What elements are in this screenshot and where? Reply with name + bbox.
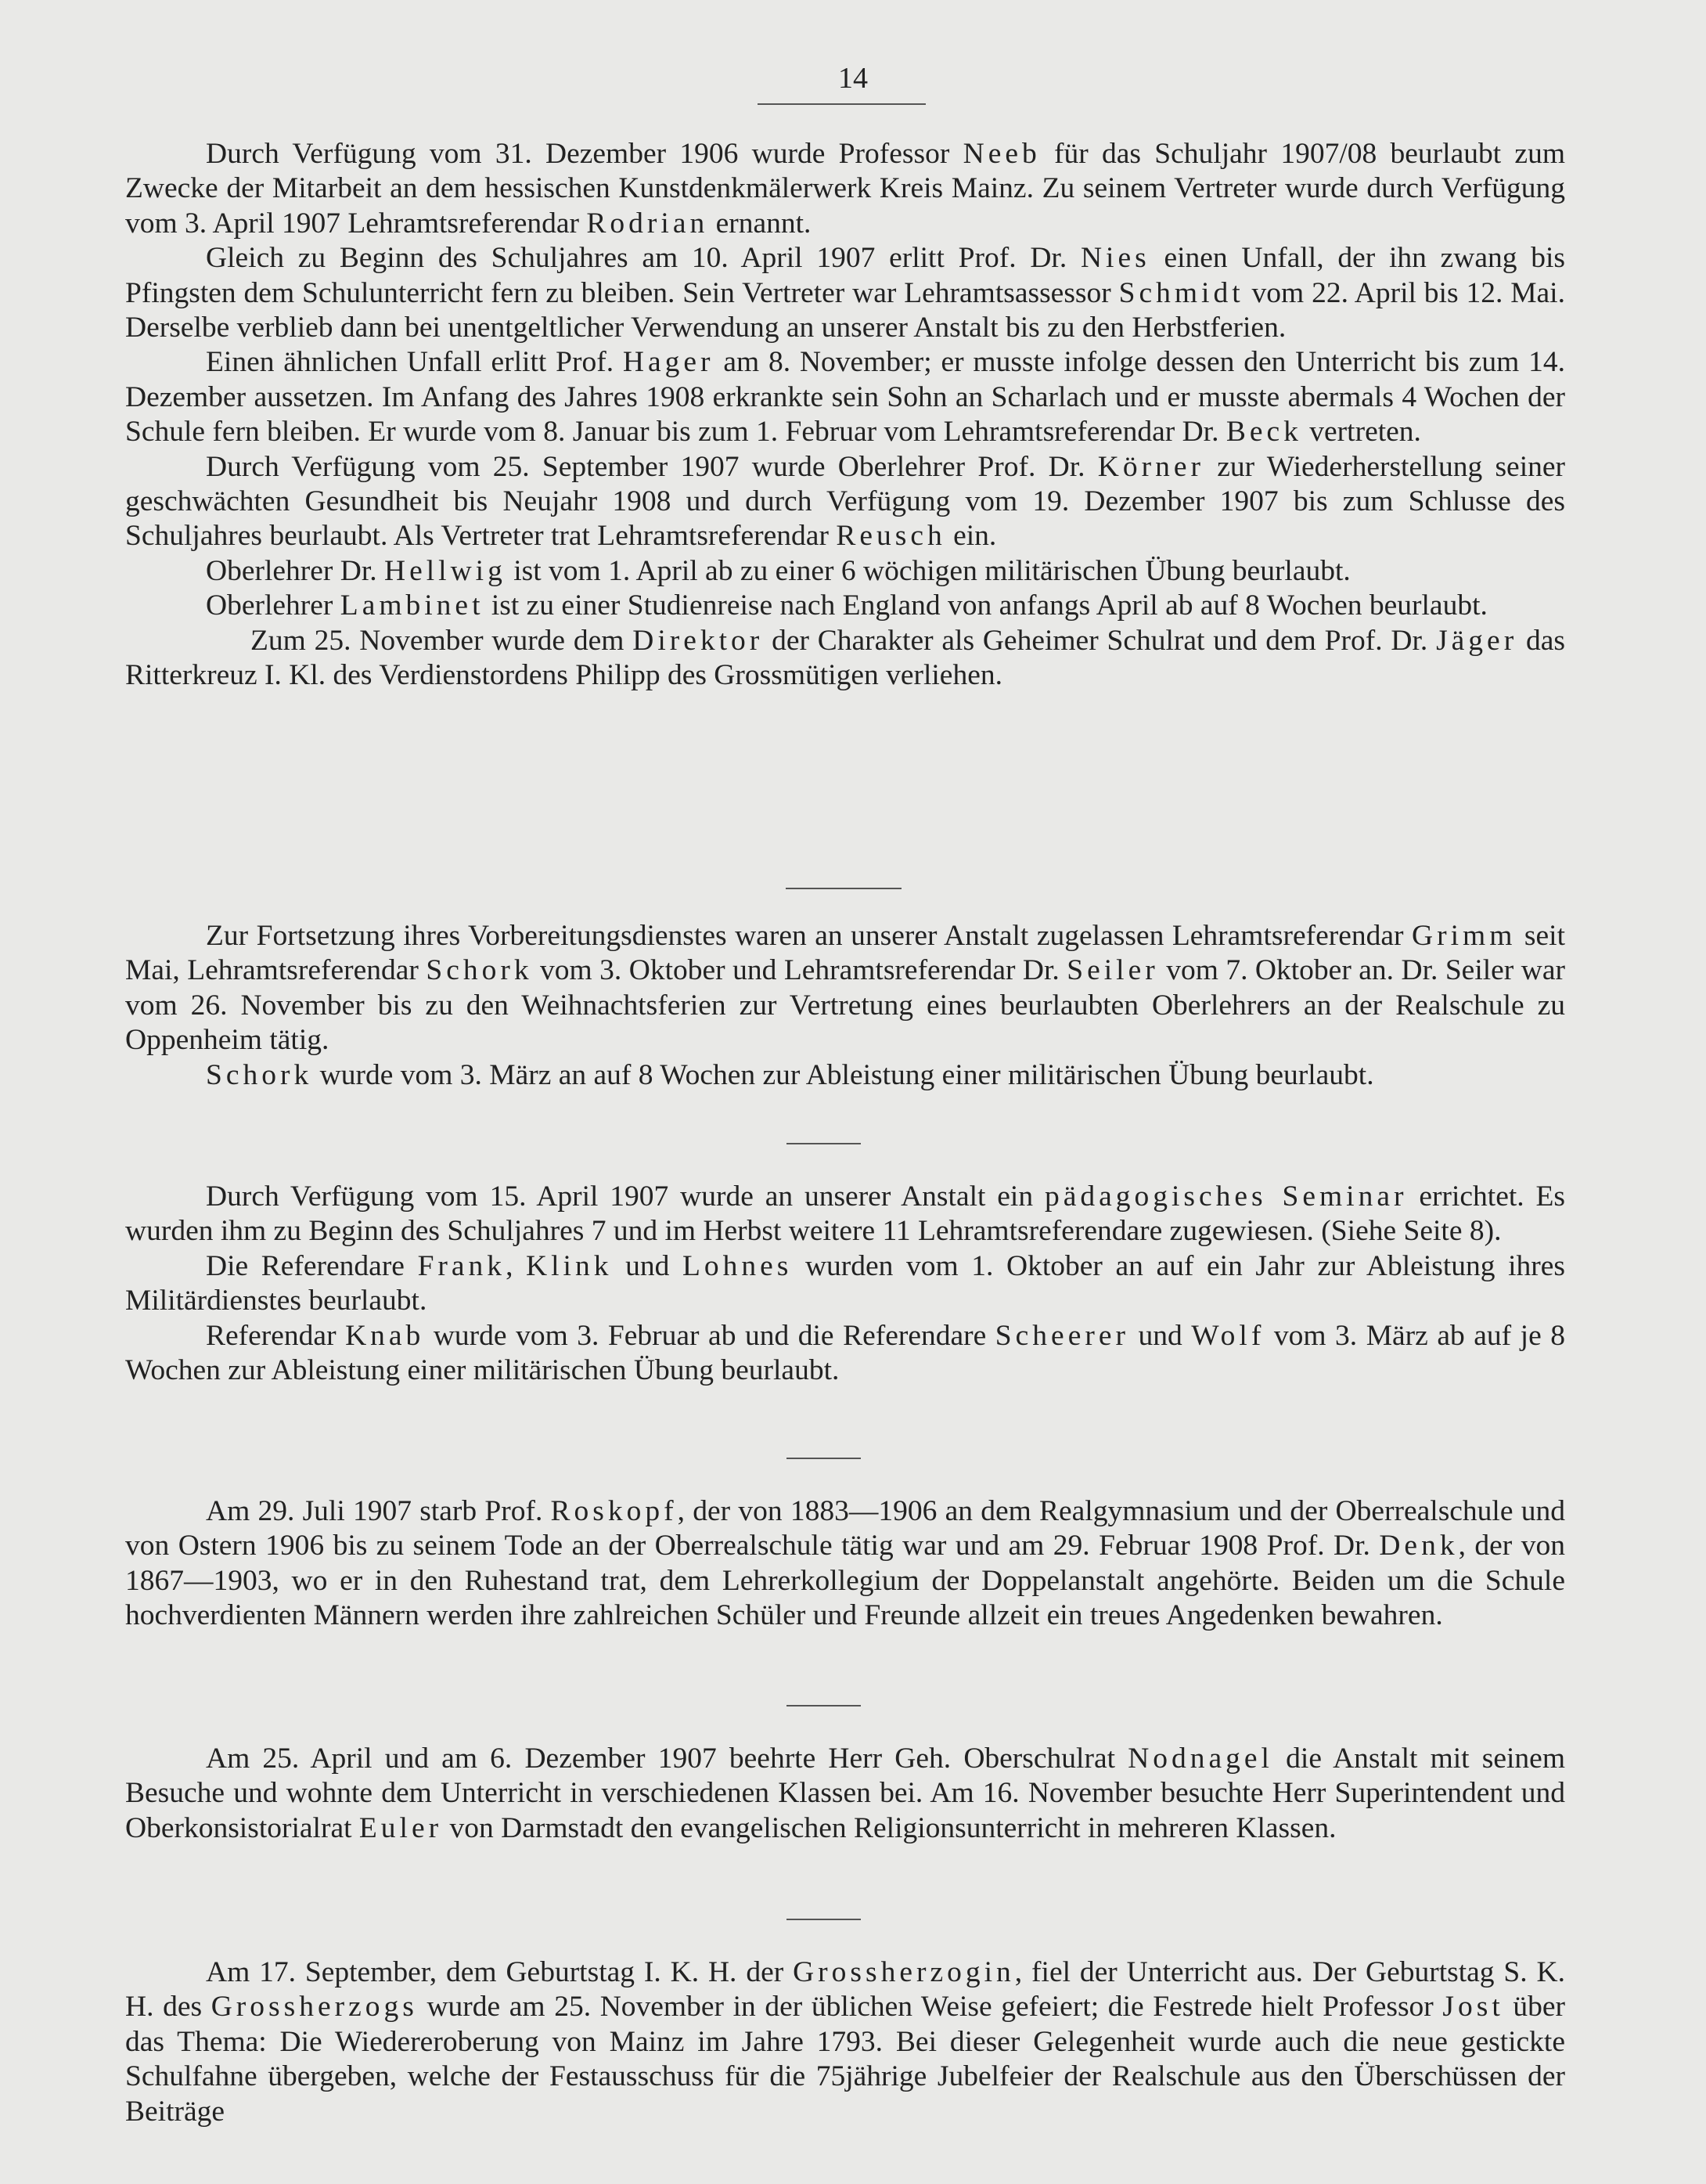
paragraph: Einen ähnlichen Unfall erlitt Prof. Hager am 8. November; er musste infolge dessen den Unterricht bis zum 14. Dezember aussetzen. Im Anfang des Jahres 1908 erkrankte sein Sohn an Scharlach und er musste abermals 4 Wochen der Schule fern bleiben. Er wurde vom 8. Januar bis zum 1. Februar vom Lehramtsreferendar Dr. Beck vertreten. (125, 346, 1565, 449)
section-celebrations (125, 1955, 1565, 2129)
section-separator (786, 1458, 861, 1459)
paragraph: Die Referendare Frank, Klink und Lohnes wurden vom 1. Oktober an auf ein Jahr zur Ableistung ihres Militärdienstes beurlaubt. (125, 1249, 1566, 1317)
paragraph: Schork wurde vom 3. März an auf 8 Wochen zur Ableistung einer militärischen Übung beurlaubt. (206, 1058, 1374, 1091)
section-separator (786, 1705, 861, 1706)
paragraph: Durch Verfügung vom 15. April 1907 wurde an unserer Anstalt ein pädagogisches Seminar errichtet. Es wurden ihm zu Beginn des Schuljahres 7 und im Herbst weitere 11 Lehramtsreferendare zugewiesen. (Siehe Seite 8). (125, 1180, 1565, 1248)
paragraph: Referendar Knab wurde vom 3. Februar ab und die Referendare Scheerer und Wolf vom 3. März ab auf je 8 Wochen zur Ableistung einer militärischen Übung beurlaubt. (125, 1319, 1565, 1387)
section-seminar (125, 1180, 1565, 1388)
header-rule (758, 103, 926, 105)
paragraph: Zum 25. November wurde dem Direktor der Charakter als Geheimer Schulrat und dem Prof. Dr. Jäger das Ritterkreuz I. Kl. des Verdienstordens Philipp des Grossmütigen verliehen. (125, 624, 1565, 692)
paragraph: Oberlehrer Dr. Hellwig ist vom 1. April ab zu einer 6 wöchigen militärischen Übung beurlaubt. (206, 554, 1351, 587)
paragraph: Durch Verfügung vom 31. Dezember 1906 wurde Professor Neeb für das Schuljahr 1907/08 beurlaubt zum Zwecke der Mitarbeit an dem hessischen Kunstdenkmälerwerk Kreis Mainz. Zu seinem Vertreter wurde durch Verfügung vom 3. April 1907 Lehramtsreferendar Rodrian ernannt. (125, 138, 1565, 240)
section-separator (786, 888, 902, 889)
paragraph: Oberlehrer Lambinet ist zu einer Studienreise nach England von anfangs April ab auf 8 Wochen beurlaubt. (206, 589, 1488, 622)
paragraph: Am 29. Juli 1907 starb Prof. Roskopf, der von 1883—1906 an dem Realgymnasium und der Oberrealschule und von Ostern 1906 bis zu seinem Tode an der Oberrealschule tätig war und am 29. Februar 1908 Prof. Dr. Denk, der von 1867—1903, wo er in den Ruhestand trat, dem Lehrerkollegium der Doppelanstalt angehörte. Beiden um die Schule hochverdienten Männern werden ihre zahlreichen Schüler und Freunde allzeit ein treues Angedenken bewahren. (125, 1495, 1565, 1632)
section-separator (786, 1143, 861, 1144)
paragraph: Am 17. September, dem Geburtstag I. K. H. der Grossherzogin, fiel der Unterricht aus. Der Geburtstag S. K. H. des Grossherzogs wurde am 25. November in der üblichen Weise gefeiert; die Festrede hielt Professor Jost über das Thema: Die Wiedereroberung von Mainz im Jahre 1793. Bei dieser Gelegenheit wurde auch die neue gestickte Schulfahne übergeben, welche der Festausschuss für die 75jährige Jubelfeier der Realschule aus den Überschüssen der Beiträge (125, 1956, 1566, 2128)
section-obituaries (125, 1494, 1565, 1634)
page-number: 14 (838, 62, 868, 95)
paragraph: Durch Verfügung vom 25. September 1907 wurde Oberlehrer Prof. Dr. Körner zur Wiederherstellung seiner geschwächten Gesundheit bis Neujahr 1908 und durch Verfügung vom 19. Dezember 1907 bis zum Schlusse des Schuljahres beurlaubt. Als Vertreter trat Lehramtsreferendar Reusch ein. (125, 450, 1565, 553)
section-referendare (125, 919, 1565, 1093)
section-visits (125, 1742, 1565, 1846)
paragraph: Am 25. April und am 6. Dezember 1907 beehrte Herr Geh. Oberschulrat Nodnagel die Anstalt mit seinem Besuche und wohnte dem Unterricht in verschiedenen Klassen bei. Am 16. November besuchte Herr Superintendent und Oberkonsistorialrat Euler von Darmstadt den evangelischen Religionsunterricht in mehreren Klassen. (125, 1743, 1565, 1844)
section-separator (786, 1919, 861, 1920)
paragraph: Zur Fortsetzung ihres Vorbereitungsdienstes waren an unserer Anstalt zugelassen Lehramtsreferendar Grimm seit Mai, Lehramtsreferendar Schork vom 3. Oktober und Lehramtsreferendar Dr. Seiler vom 7. Oktober an. Dr. Seiler war vom 26. November bis zu den Weihnachtsferien zur Vertretung eines beurlaubten Oberlehrers an der Realschule zu Oppenheim tätig. (125, 920, 1565, 1057)
section-leave-of-absence (125, 137, 1565, 694)
paragraph: Gleich zu Beginn des Schuljahres am 10. April 1907 erlitt Prof. Dr. Nies einen Unfall, der ihn zwang bis Pfingsten dem Schulunterricht fern zu bleiben. Sein Vertreter war Lehramtsassessor Schmidt vom 22. April bis 12. Mai. Derselbe verblieb dann bei unentgeltlicher Verwendung an unserer Anstalt bis zu den Herbstferien. (125, 242, 1565, 344)
